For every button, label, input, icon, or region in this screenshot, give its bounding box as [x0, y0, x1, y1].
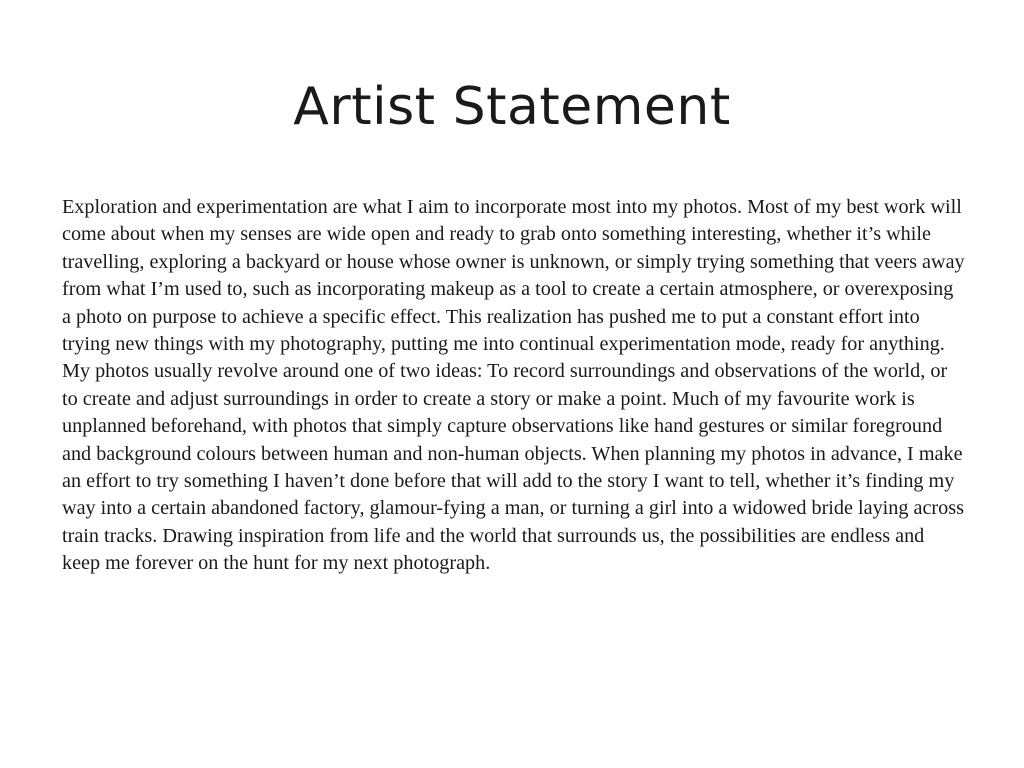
slide-title: Artist Statement — [293, 77, 731, 137]
statement-body: Exploration and experimentation are what I aim to incorporate most into my photos. Most of my best work will come about when my senses are wide open and ready to grab onto something interesting, whether it’s while travelling, exploring a backyard or house whose owner is unknown, or simply trying something that veers away from what I’m used to, such as incorporating makeup as a tool to create a certain atmosphere, or overexposing a photo on purpose to achieve a specific effect. This realization has pushed me to put a constant effort into trying new things with my photography, putting me into continual experimentation mode, ready for anything. My photos usually revolve around one of two ideas: To record surroundings and observations of the world, or to create and adjust surroundings in order to create a story or make a point. Much of my favourite work is unplanned beforehand, with photos that simply capture observations like hand gestures or similar foreground and background colours between human and non-human objects. When planning my photos in advance, I make an effort to try something I haven’t done before that will add to the story I want to tell, whether it’s finding my way into a certain abandoned factory, glamour-fying a man, or turning a girl into a widowed bride laying across train tracks. Drawing inspiration from life and the world that surrounds us, the possibilities are endless and keep me forever on the hunt for my next photograph. — [62, 196, 965, 575]
